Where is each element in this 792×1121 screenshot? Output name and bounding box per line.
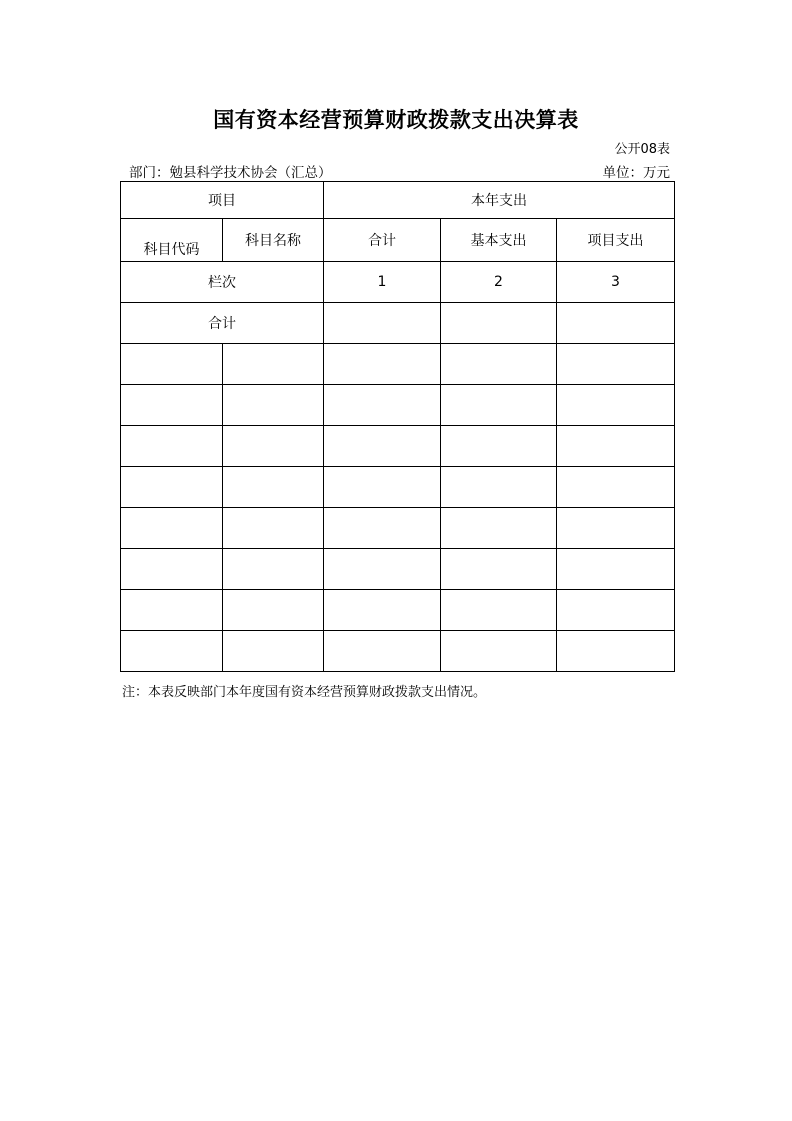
column-index-cell: 1 — [324, 262, 441, 303]
document-title: 国有资本经营预算财政拨款支出决算表 — [213, 108, 579, 132]
col-total: 合计 — [324, 219, 441, 262]
table-row — [121, 344, 675, 385]
table-cell — [121, 590, 223, 631]
unit-label: 单位：万元 — [602, 165, 670, 181]
column-index-row — [121, 262, 675, 303]
table-cell — [121, 426, 223, 467]
table-note: 注：本表反映部门本年度国有资本经营预算财政拨款支出情况。 — [122, 685, 487, 700]
total-value-cell — [557, 303, 675, 344]
table-cell — [557, 590, 675, 631]
table-cell — [223, 631, 324, 672]
header-current-year: 本年支出 — [324, 182, 675, 219]
expenditure-table — [120, 181, 675, 672]
header-row-1 — [121, 182, 675, 219]
table-cell — [121, 631, 223, 672]
table-cell — [223, 385, 324, 426]
table-cell — [557, 344, 675, 385]
table-cell — [557, 385, 675, 426]
table-cell — [557, 508, 675, 549]
table-cell — [223, 590, 324, 631]
table-cell — [441, 631, 557, 672]
table-row — [121, 467, 675, 508]
table-cell — [223, 426, 324, 467]
table-cell — [441, 549, 557, 590]
col-subject-code: 科目代码 — [121, 219, 223, 262]
department-label: 部门：勉县科学技术协会（汇总） — [129, 165, 332, 181]
form-code: 公开08表 — [614, 142, 670, 157]
table-cell — [324, 426, 441, 467]
table-cell — [557, 426, 675, 467]
table-cell — [121, 385, 223, 426]
table-cell — [223, 549, 324, 590]
total-value-cell — [441, 303, 557, 344]
table-cell — [121, 467, 223, 508]
table-cell — [324, 590, 441, 631]
column-index-cell: 3 — [557, 262, 675, 303]
table-cell — [223, 508, 324, 549]
column-index-label: 栏次 — [121, 262, 324, 303]
table-cell — [223, 344, 324, 385]
table-cell — [557, 549, 675, 590]
col-basic: 基本支出 — [441, 219, 557, 262]
table-cell — [324, 467, 441, 508]
total-value-cell — [324, 303, 441, 344]
column-index-cell: 2 — [441, 262, 557, 303]
table-cell — [121, 508, 223, 549]
table-row — [121, 385, 675, 426]
table-cell — [324, 631, 441, 672]
table-row — [121, 590, 675, 631]
table-cell — [324, 385, 441, 426]
total-row-label: 合计 — [121, 303, 324, 344]
table-cell — [121, 549, 223, 590]
table-cell — [557, 631, 675, 672]
table-row — [121, 631, 675, 672]
blank-rows — [121, 344, 675, 672]
col-subject-name: 科目名称 — [223, 219, 324, 262]
table-cell — [441, 385, 557, 426]
col-project: 项目支出 — [557, 219, 675, 262]
table-cell — [441, 508, 557, 549]
table-cell — [441, 426, 557, 467]
table-cell — [324, 344, 441, 385]
table-row — [121, 508, 675, 549]
table-cell — [557, 467, 675, 508]
table-cell — [223, 467, 324, 508]
table-cell — [121, 344, 223, 385]
table-cell — [324, 549, 441, 590]
table-cell — [441, 467, 557, 508]
table-cell — [441, 590, 557, 631]
table-row — [121, 549, 675, 590]
table-cell — [324, 508, 441, 549]
table-cell — [441, 344, 557, 385]
table-row — [121, 426, 675, 467]
total-row — [121, 303, 675, 344]
header-item: 项目 — [121, 182, 324, 219]
header-row-2 — [121, 219, 675, 262]
